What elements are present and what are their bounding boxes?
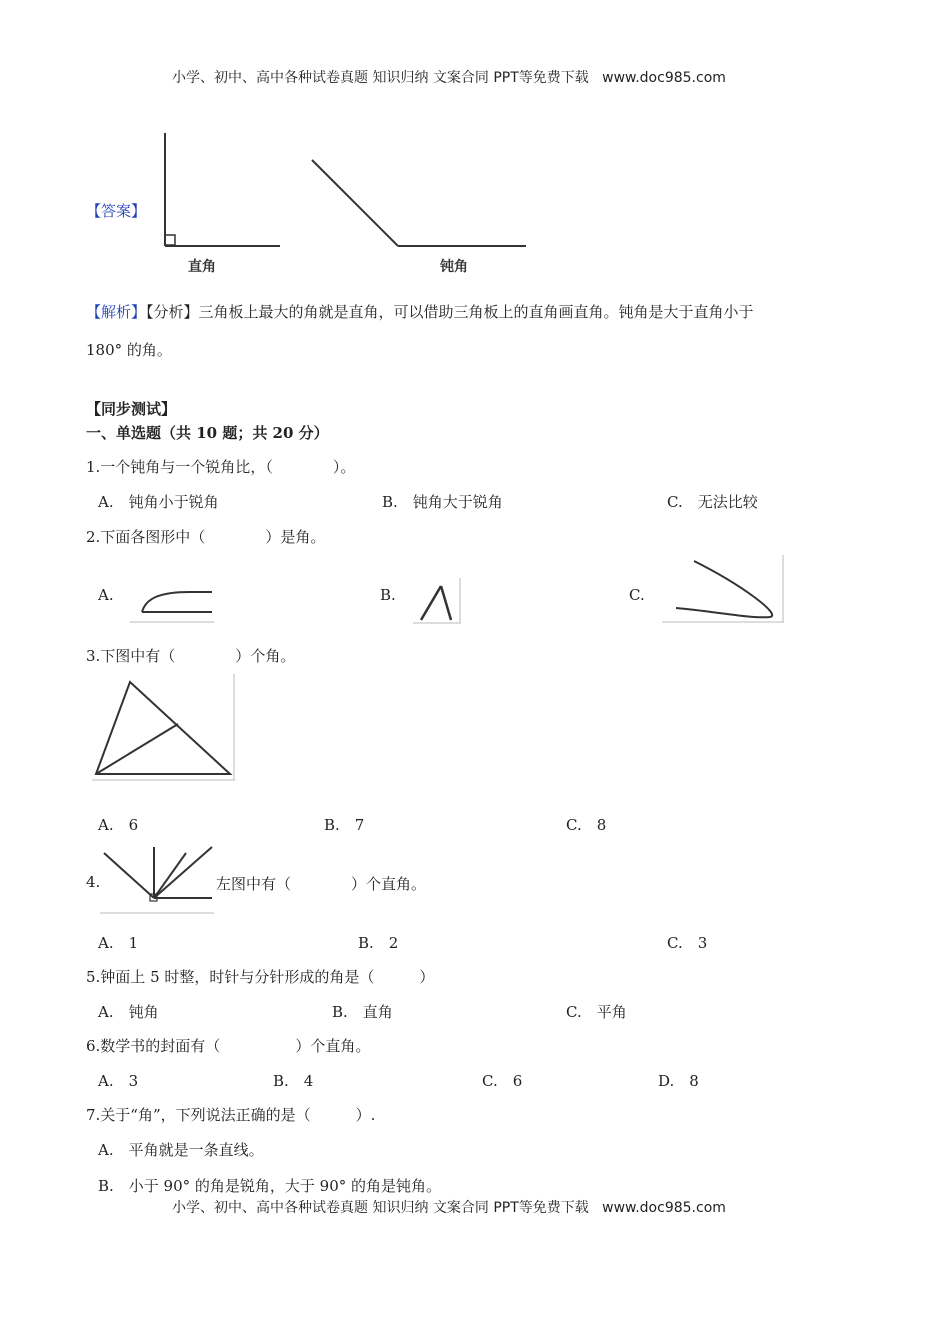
- q6-option-a[interactable]: A. 3: [98, 1072, 139, 1090]
- q5-option-c[interactable]: C. 平角: [566, 1003, 627, 1021]
- q4-number: 4.: [86, 873, 101, 891]
- q4-option-c[interactable]: C. 3: [667, 934, 708, 952]
- q1-stem: 1.一个钝角与一个锐角比，（ ）。: [86, 458, 356, 476]
- analysis-tag: 【解析】: [86, 303, 147, 321]
- q3-option-a[interactable]: A. 6: [98, 816, 139, 834]
- q2-option-c[interactable]: C.: [629, 586, 645, 604]
- right-angle-label: 直角: [188, 259, 216, 275]
- q4-option-b[interactable]: B. 2: [358, 934, 399, 952]
- section-title: 【同步测试】: [86, 400, 177, 418]
- section-subtitle: 一、单选题（共 10 题；共 20 分）: [86, 424, 329, 442]
- q2-option-a[interactable]: A.: [98, 586, 114, 604]
- q3-triangle-figure: [92, 674, 237, 784]
- q1-option-c[interactable]: C. 无法比较: [667, 493, 758, 511]
- answer-tag: 【答案】: [86, 202, 147, 220]
- q4-angles-figure: [100, 843, 216, 915]
- q2-option-b[interactable]: B.: [380, 586, 396, 604]
- q2-stem: 2.下面各图形中（ ）是角。: [86, 528, 326, 546]
- page-header: [172, 67, 726, 87]
- q4-option-a[interactable]: A. 1: [98, 934, 139, 952]
- q7-option-a[interactable]: A. 平角就是一条直线。: [98, 1141, 264, 1159]
- q2-figure-a: [130, 580, 215, 624]
- q3-option-b[interactable]: B. 7: [324, 816, 365, 834]
- obtuse-angle-label: 钝角: [440, 259, 468, 275]
- q3-stem: 3.下图中有（ ）个角。: [86, 647, 296, 665]
- page-footer: [172, 1197, 726, 1217]
- analysis-text-1: 【分析】三角板上最大的角就是直角，可以借助三角板上的直角画直角。钝角是大于直角小于: [146, 303, 754, 321]
- obtuse-angle-figure: [300, 150, 540, 260]
- q7-option-b[interactable]: B. 小于 90° 的角是锐角，大于 90° 的角是钝角。: [98, 1177, 442, 1195]
- q5-stem: 5.钟面上 5 时整，时针与分针形成的角是（ ）: [86, 968, 435, 986]
- q1-option-a[interactable]: A. 钝角小于锐角: [98, 493, 219, 511]
- q1-option-b[interactable]: B. 钝角大于锐角: [382, 493, 503, 511]
- q6-option-b[interactable]: B. 4: [273, 1072, 314, 1090]
- right-angle-figure: [150, 128, 290, 258]
- footer-url: www.doc985.com: [602, 1200, 726, 1216]
- q2-figure-b: [413, 576, 463, 624]
- header-text: 小学、初中、高中各种试卷真题 知识归纳 文案合同 PPT等免费下载: [172, 70, 589, 86]
- q4-stem: 左图中有（ ）个直角。: [216, 875, 427, 893]
- analysis-line-1: [86, 301, 754, 322]
- header-url: www.doc985.com: [602, 70, 726, 86]
- q6-stem: 6.数学书的封面有（ ）个直角。: [86, 1037, 371, 1055]
- q5-option-a[interactable]: A. 钝角: [98, 1003, 159, 1021]
- q7-stem: 7.关于“角”，下列说法正确的是（ ）.: [86, 1106, 376, 1124]
- q6-option-d[interactable]: D. 8: [658, 1072, 699, 1090]
- q6-option-c[interactable]: C. 6: [482, 1072, 523, 1090]
- footer-text: 小学、初中、高中各种试卷真题 知识归纳 文案合同 PPT等免费下载: [172, 1200, 589, 1216]
- q5-option-b[interactable]: B. 直角: [332, 1003, 393, 1021]
- q3-option-c[interactable]: C. 8: [566, 816, 607, 834]
- q2-figure-c: [662, 555, 786, 625]
- analysis-text-2: 180° 的角。: [86, 341, 172, 359]
